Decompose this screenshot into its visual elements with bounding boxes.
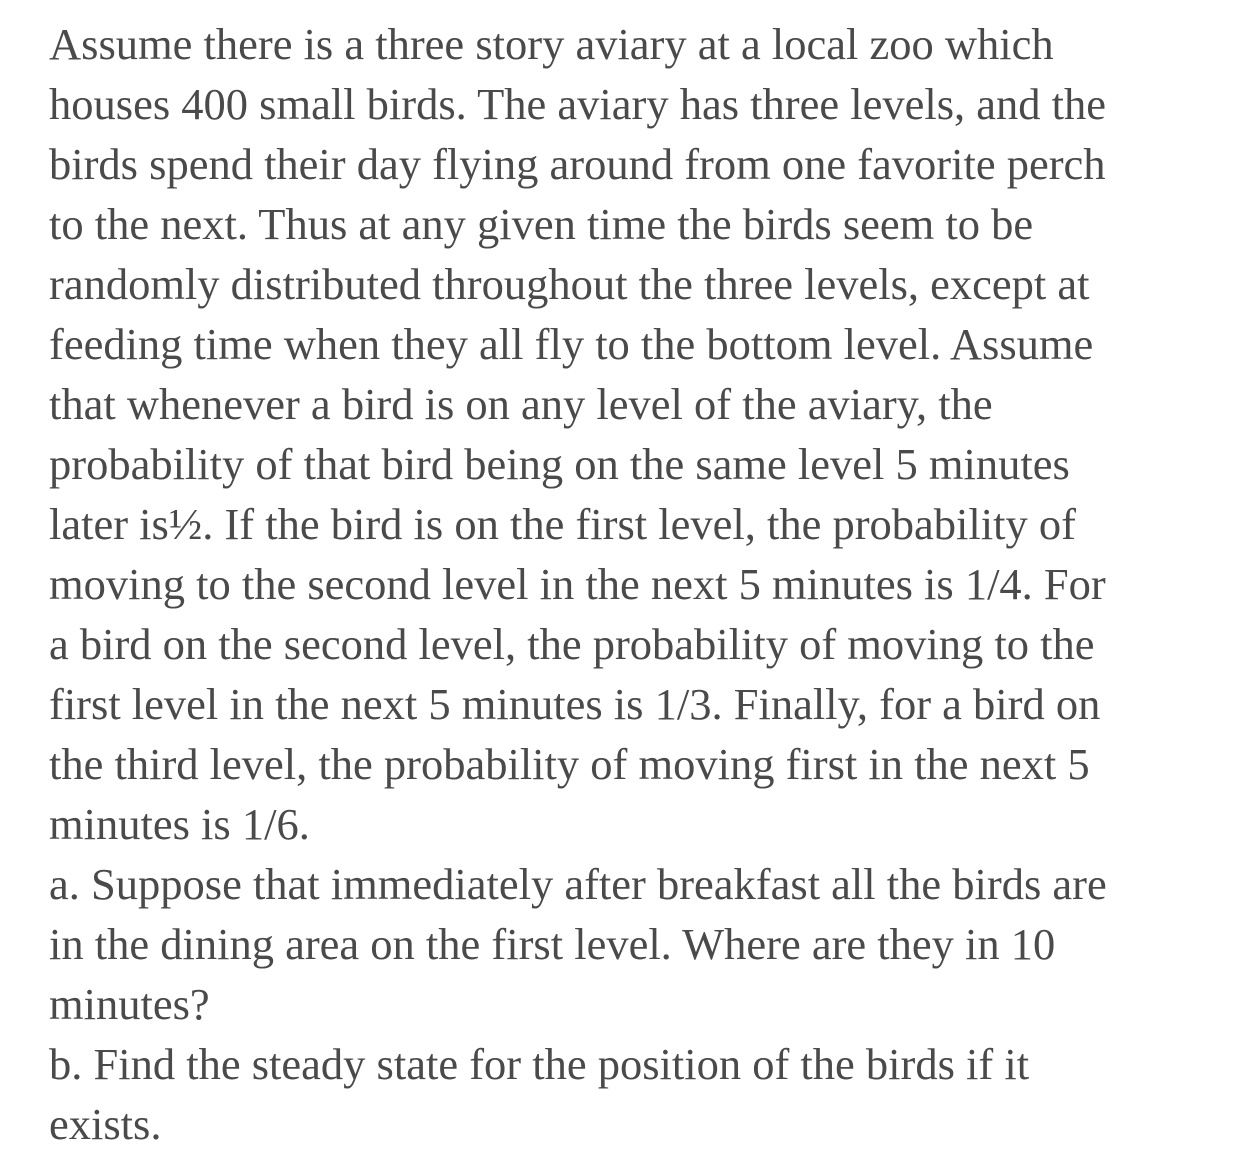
problem-text — [49, 14, 1219, 1154]
problem-intro: Assume there is a three story aviary at a local zoo which houses 400 small birds. The aviary has three levels, and the birds spend their day flying around from one favorite perch to the next. Thus at any given time the birds seem to be randomly distributed throughout the three levels, except at feeding time when they all fly to the bottom level. Assume that whenever a bird is on any level of the aviary, the probability of that bird being on the same level 5 minutes later is½. If the bird is on the first level, the probability of moving to the second level in the next 5 minutes is 1/4. For a bird on the second level, the probability of moving to the first level in the next 5 minutes is 1/3. Finally, for a bird on the third level, the probability of moving first in the next 5 minutes is 1/6. — [49, 19, 1107, 849]
question-part-a: a. Suppose that immediately after breakfast all the birds are in the dining area on the first level. Where are they in 10 minutes? — [49, 859, 1107, 1029]
question-part-b: b. Find the steady state for the position of the birds if it exists. — [49, 1039, 1030, 1149]
